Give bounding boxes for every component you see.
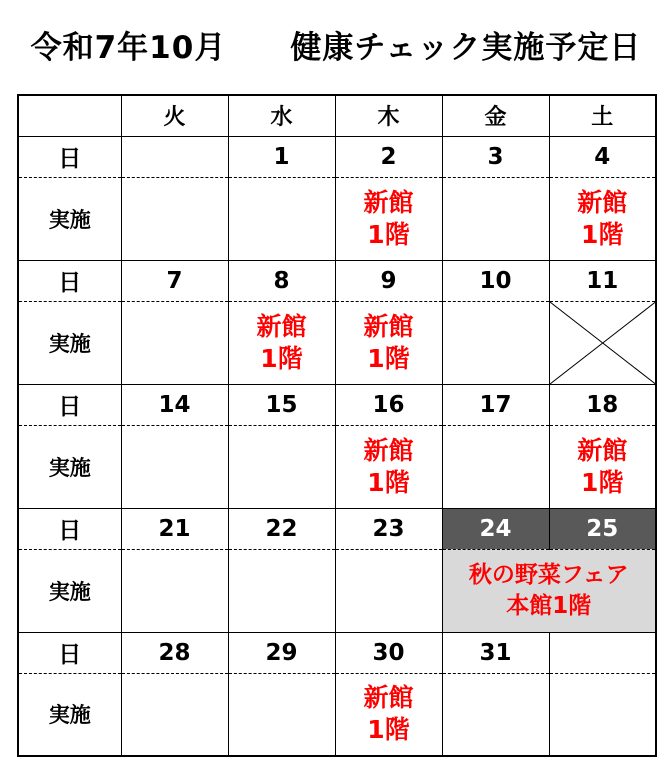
date-cell: 17	[442, 384, 549, 425]
event-text: 新館 1階	[577, 435, 628, 497]
date-cell	[549, 632, 656, 673]
event-cell	[228, 301, 335, 384]
event-text: 新館 1階	[363, 683, 414, 745]
event-cell	[549, 425, 656, 508]
date-cell: 9	[335, 260, 442, 301]
event-cell	[549, 673, 656, 756]
date-cell: 28	[121, 632, 228, 673]
date-cell: 23	[335, 508, 442, 549]
date-cell-highlighted: 24	[442, 508, 549, 549]
event-cell	[121, 673, 228, 756]
date-row-label: 日	[18, 508, 121, 549]
schedule-calendar	[17, 94, 657, 757]
event-cell	[228, 425, 335, 508]
weekday-header-thu: 木	[335, 95, 442, 136]
weekday-header-row	[18, 95, 656, 136]
event-cell	[121, 549, 228, 632]
crossed-out-cell	[549, 301, 656, 384]
event-cell	[335, 177, 442, 260]
date-cell: 1	[228, 136, 335, 177]
date-row-label: 日	[18, 384, 121, 425]
event-text: 新館 1階	[363, 311, 414, 373]
event-row	[18, 549, 656, 632]
event-row-label: 実施	[18, 549, 121, 632]
event-row	[18, 301, 656, 384]
event-text: 新館 1階	[577, 187, 628, 249]
date-cell: 14	[121, 384, 228, 425]
event-row-label: 実施	[18, 177, 121, 260]
date-cell-highlighted: 25	[549, 508, 656, 549]
weekday-header-sat: 土	[549, 95, 656, 136]
date-cell: 11	[549, 260, 656, 301]
fair-event-text: 秋の野菜フェア 本館1階	[468, 561, 629, 619]
header-corner	[18, 95, 121, 136]
event-row	[18, 177, 656, 260]
event-cell	[549, 177, 656, 260]
weekday-header-wed: 水	[228, 95, 335, 136]
date-cell: 7	[121, 260, 228, 301]
date-cell	[121, 136, 228, 177]
event-row-label: 実施	[18, 301, 121, 384]
cross-out-icon	[550, 302, 656, 384]
date-cell: 10	[442, 260, 549, 301]
date-row	[18, 136, 656, 177]
date-row	[18, 508, 656, 549]
event-cell	[228, 673, 335, 756]
date-row	[18, 260, 656, 301]
date-cell: 2	[335, 136, 442, 177]
date-cell: 21	[121, 508, 228, 549]
event-cell	[121, 425, 228, 508]
date-cell: 22	[228, 508, 335, 549]
event-cell	[442, 425, 549, 508]
date-cell: 15	[228, 384, 335, 425]
fair-event-cell	[442, 549, 656, 632]
date-cell: 29	[228, 632, 335, 673]
date-cell: 16	[335, 384, 442, 425]
event-row-label: 実施	[18, 673, 121, 756]
event-row	[18, 673, 656, 756]
event-row	[18, 425, 656, 508]
date-row-label: 日	[18, 260, 121, 301]
date-cell: 31	[442, 632, 549, 673]
event-cell	[442, 673, 549, 756]
date-cell: 30	[335, 632, 442, 673]
event-cell	[335, 301, 442, 384]
date-cell: 4	[549, 136, 656, 177]
weekday-header-fri: 金	[442, 95, 549, 136]
event-cell	[228, 177, 335, 260]
event-cell	[228, 549, 335, 632]
date-row-label: 日	[18, 632, 121, 673]
page-title: 令和7年10月 健康チェック実施予定日	[30, 30, 642, 66]
event-row-label: 実施	[18, 425, 121, 508]
event-text: 新館 1階	[363, 187, 414, 249]
event-cell	[335, 673, 442, 756]
date-row	[18, 384, 656, 425]
event-text: 新館 1階	[363, 435, 414, 497]
event-cell	[442, 177, 549, 260]
event-text: 新館 1階	[256, 311, 307, 373]
date-cell: 18	[549, 384, 656, 425]
event-cell	[335, 425, 442, 508]
event-cell	[121, 301, 228, 384]
event-cell	[335, 549, 442, 632]
event-cell	[121, 177, 228, 260]
date-cell: 3	[442, 136, 549, 177]
weekday-header-tue: 火	[121, 95, 228, 136]
date-row-label: 日	[18, 136, 121, 177]
date-cell: 8	[228, 260, 335, 301]
event-cell	[442, 301, 549, 384]
date-row	[18, 632, 656, 673]
